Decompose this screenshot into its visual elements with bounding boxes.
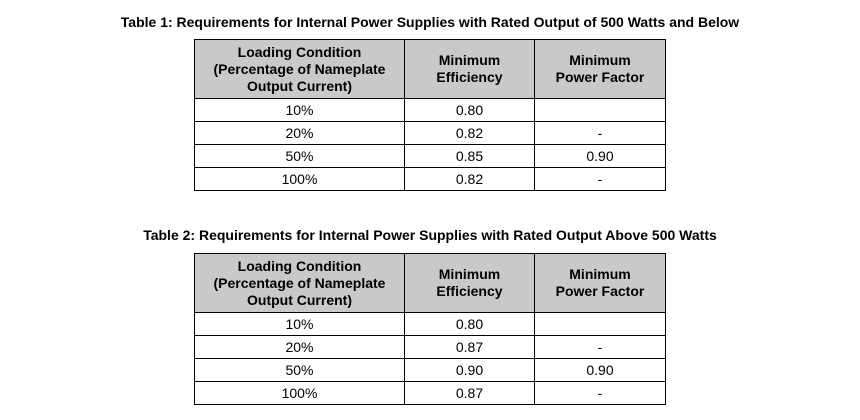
power-factor-cell: - bbox=[535, 382, 666, 405]
table2-header-row bbox=[195, 254, 666, 313]
table1-header-minimum-power-factor bbox=[535, 40, 666, 99]
table2-header-minimum-efficiency bbox=[405, 254, 535, 313]
header-line: Minimum bbox=[438, 52, 501, 68]
efficiency-cell: 0.80 bbox=[405, 313, 535, 336]
efficiency-cell: 0.87 bbox=[405, 382, 535, 405]
loading-cell: 20% bbox=[195, 336, 405, 359]
power-factor-cell: - bbox=[535, 122, 666, 145]
table2-requirements bbox=[194, 253, 666, 405]
table2-caption: Table 2: Requirements for Internal Power Supplies with Rated Output Above 500 Watts bbox=[143, 227, 717, 243]
header-line: Output Current) bbox=[247, 77, 352, 94]
loading-cell: 50% bbox=[195, 359, 405, 382]
header-line: Loading Condition bbox=[237, 43, 362, 60]
header-line: Minimum bbox=[569, 266, 631, 282]
header-line: (Percentage of Nameplate bbox=[213, 274, 386, 291]
loading-cell: 100% bbox=[195, 382, 405, 405]
efficiency-cell: 0.82 bbox=[405, 122, 535, 145]
table-row bbox=[195, 122, 666, 145]
table-row bbox=[195, 99, 666, 122]
table-row bbox=[195, 382, 666, 405]
loading-cell: 10% bbox=[195, 313, 405, 336]
table1-header-loading-condition bbox=[195, 40, 405, 99]
efficiency-cell: 0.80 bbox=[405, 99, 535, 122]
header-line: Output Current) bbox=[247, 291, 352, 308]
header-line: (Percentage of Nameplate bbox=[213, 60, 386, 77]
header-line: Power Factor bbox=[555, 69, 645, 85]
loading-cell: 100% bbox=[195, 168, 405, 191]
efficiency-cell: 0.85 bbox=[405, 145, 535, 168]
power-factor-cell bbox=[535, 99, 666, 122]
efficiency-cell: 0.90 bbox=[405, 359, 535, 382]
header-line: Loading Condition bbox=[237, 257, 362, 274]
table-row bbox=[195, 313, 666, 336]
table1-header-row bbox=[195, 40, 666, 99]
power-factor-cell: 0.90 bbox=[535, 359, 666, 382]
table-row bbox=[195, 359, 666, 382]
power-factor-cell bbox=[535, 313, 666, 336]
header-line: Minimum bbox=[438, 266, 501, 282]
table-row bbox=[195, 336, 666, 359]
table1-caption: Table 1: Requirements for Internal Power Supplies with Rated Output of 500 Watts and Below bbox=[120, 14, 740, 30]
power-factor-cell: 0.90 bbox=[535, 145, 666, 168]
loading-cell: 50% bbox=[195, 145, 405, 168]
table-row bbox=[195, 168, 666, 191]
power-factor-cell: - bbox=[535, 336, 666, 359]
efficiency-cell: 0.87 bbox=[405, 336, 535, 359]
loading-cell: 10% bbox=[195, 99, 405, 122]
power-factor-cell: - bbox=[535, 168, 666, 191]
table2-header-minimum-power-factor bbox=[535, 254, 666, 313]
table2-header-loading-condition bbox=[195, 254, 405, 313]
table-row bbox=[195, 145, 666, 168]
header-line: Efficiency bbox=[436, 69, 503, 85]
efficiency-cell: 0.82 bbox=[405, 168, 535, 191]
table1-header-minimum-efficiency bbox=[405, 40, 535, 99]
header-line: Minimum bbox=[569, 52, 631, 68]
loading-cell: 20% bbox=[195, 122, 405, 145]
header-line: Efficiency bbox=[436, 283, 503, 299]
header-line: Power Factor bbox=[555, 283, 645, 299]
table1-requirements bbox=[194, 39, 666, 191]
